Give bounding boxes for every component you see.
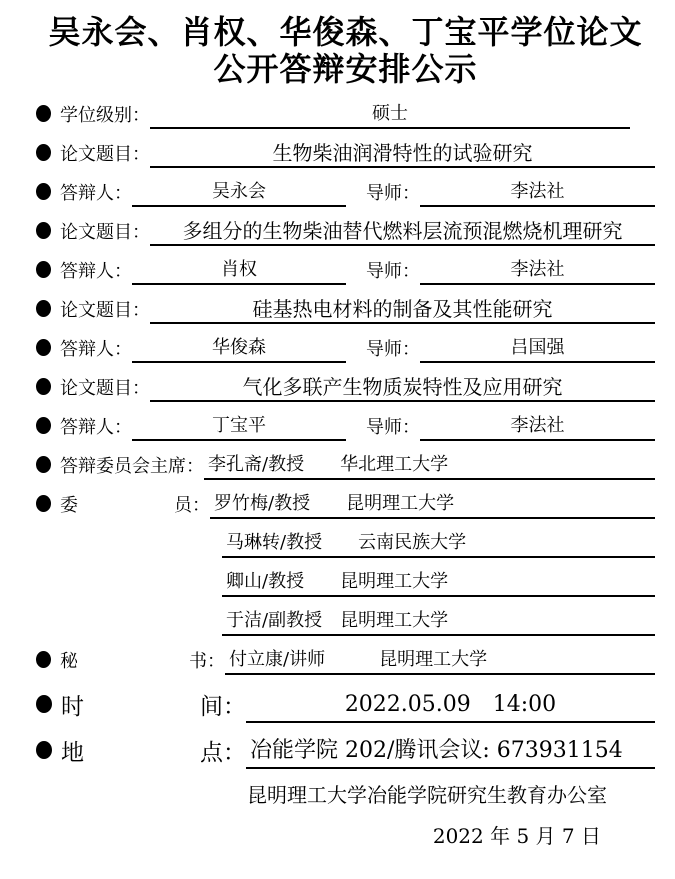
footer-office: 昆明理工大学冶能学院研究生教育办公室 — [247, 783, 607, 807]
thesis4-label: 论文题目： — [60, 378, 150, 399]
committee-label — [60, 493, 210, 519]
thesis1-row — [36, 140, 655, 168]
defender2-label: 答辩人： — [60, 261, 132, 282]
thesis4-row — [36, 374, 655, 402]
secretary-label — [60, 649, 225, 675]
defender3-value: 华俊森 — [212, 337, 266, 358]
thesis2-row — [36, 218, 655, 246]
bullet-icon — [36, 456, 51, 473]
advisor1-label: 导师： — [366, 183, 420, 204]
secretary-value: 付立康/讲师 昆明理工大学 — [229, 649, 488, 670]
time-label — [61, 691, 246, 723]
thesis3-label: 论文题目： — [60, 300, 150, 321]
committee-member3-value: 卿山/教授 昆明理工大学 — [226, 571, 449, 592]
defender4-row — [36, 413, 655, 441]
bullet-icon — [36, 741, 52, 759]
committee-member3-underline — [222, 569, 655, 597]
defender3-underline — [132, 335, 346, 363]
thesis3-underline — [150, 296, 655, 324]
place-row — [36, 735, 655, 769]
chair-underline — [204, 452, 655, 480]
time-row — [36, 689, 655, 723]
advisor2-value: 李法社 — [510, 259, 565, 280]
thesis1-underline — [150, 140, 655, 168]
degree-value: 硕士 — [372, 103, 408, 124]
thesis3-value: 硅基热电材料的制备及其性能研究 — [252, 297, 553, 321]
advisor3-underline — [420, 335, 655, 363]
committee-member4-row — [36, 608, 655, 636]
thesis1-label: 论文题目： — [60, 144, 150, 165]
thesis4-underline — [150, 374, 655, 402]
committee-member4-value: 于洁/副教授 昆明理工大学 — [226, 610, 449, 631]
advisor4-label: 导师： — [366, 417, 420, 438]
bullet-icon — [36, 495, 51, 512]
degree-underline — [150, 101, 630, 129]
defender3-label: 答辩人： — [60, 339, 132, 360]
secretary-underline — [225, 647, 655, 675]
defender4-value: 丁宝平 — [212, 415, 266, 436]
committee-member4-underline — [222, 608, 655, 636]
defender1-underline — [132, 179, 346, 207]
title-line-1: 吴永会、肖权、华俊森、丁宝平学位论文 — [48, 14, 643, 50]
defender3-row — [36, 335, 655, 363]
bullet-icon — [36, 378, 51, 395]
place-label-a: 地 — [61, 740, 84, 766]
place-label-b: 点： — [200, 740, 246, 766]
secretary-label-b: 书： — [189, 651, 225, 672]
secretary-row — [36, 647, 655, 675]
time-label-b: 间： — [200, 694, 246, 720]
place-value: 冶能学院 202/腾讯会议: 673931154 — [250, 738, 623, 763]
bullet-icon — [36, 339, 51, 356]
chair-value: 李孔斋/教授 华北理工大学 — [208, 454, 449, 475]
committee-member2-underline — [222, 530, 655, 558]
defender2-value: 肖权 — [221, 259, 257, 280]
committee-row — [36, 491, 655, 519]
time-label-a: 时 — [61, 694, 84, 720]
committee-label-a: 委 — [60, 495, 78, 516]
thesis2-value: 多组分的生物柴油替代燃料层流预混燃烧机理研究 — [182, 219, 623, 243]
thesis1-value: 生物柴油润滑特性的试验研究 — [272, 141, 533, 165]
thesis2-label: 论文题目： — [60, 222, 150, 243]
bullet-icon — [36, 300, 51, 317]
thesis4-value: 气化多联产生物质炭特性及应用研究 — [242, 375, 563, 399]
advisor2-label: 导师： — [366, 261, 420, 282]
place-label — [61, 737, 246, 769]
defender4-underline — [132, 413, 346, 441]
degree-label: 学位级别： — [60, 105, 150, 126]
bullet-icon — [36, 222, 51, 239]
chair-label: 答辩委员会主席： — [60, 456, 204, 477]
time-underline — [246, 689, 655, 723]
thesis2-underline — [150, 218, 655, 246]
bullet-icon — [36, 695, 52, 713]
chair-row — [36, 452, 655, 480]
bullet-icon — [36, 651, 51, 668]
bullet-icon — [36, 144, 51, 161]
bullet-icon — [36, 105, 51, 122]
committee-member3-row — [36, 569, 655, 597]
page-title — [36, 14, 655, 88]
footer — [36, 781, 655, 850]
advisor1-value: 李法社 — [510, 181, 565, 202]
advisor2-underline — [420, 257, 655, 285]
bullet-icon — [36, 261, 51, 278]
advisor4-underline — [420, 413, 655, 441]
degree-row — [36, 101, 655, 129]
defender2-row — [36, 257, 655, 285]
advisor3-value: 吕国强 — [510, 337, 565, 358]
bullet-icon — [36, 183, 51, 200]
time-value: 2022.05.09 14:00 — [344, 692, 557, 717]
defender4-label: 答辩人： — [60, 417, 132, 438]
thesis3-row — [36, 296, 655, 324]
bullet-icon — [36, 417, 51, 434]
committee-member2-row — [36, 530, 655, 558]
defender1-row — [36, 179, 655, 207]
committee-label-b: 员： — [174, 495, 210, 516]
advisor1-underline — [420, 179, 655, 207]
committee-member2-value: 马琳转/教授 云南民族大学 — [226, 532, 467, 553]
secretary-label-a: 秘 — [60, 651, 78, 672]
footer-date: 2022 年 5 月 7 日 — [432, 824, 601, 848]
defender1-label: 答辩人： — [60, 183, 132, 204]
title-line-2: 公开答辩安排公示 — [213, 51, 478, 87]
defender1-value: 吴永会 — [212, 181, 266, 202]
advisor3-label: 导师： — [366, 339, 420, 360]
committee-member1-value: 罗竹梅/教授 昆明理工大学 — [214, 493, 455, 514]
place-underline — [246, 735, 655, 769]
committee-member1-underline — [210, 491, 655, 519]
defender2-underline — [132, 257, 346, 285]
advisor4-value: 李法社 — [510, 415, 565, 436]
